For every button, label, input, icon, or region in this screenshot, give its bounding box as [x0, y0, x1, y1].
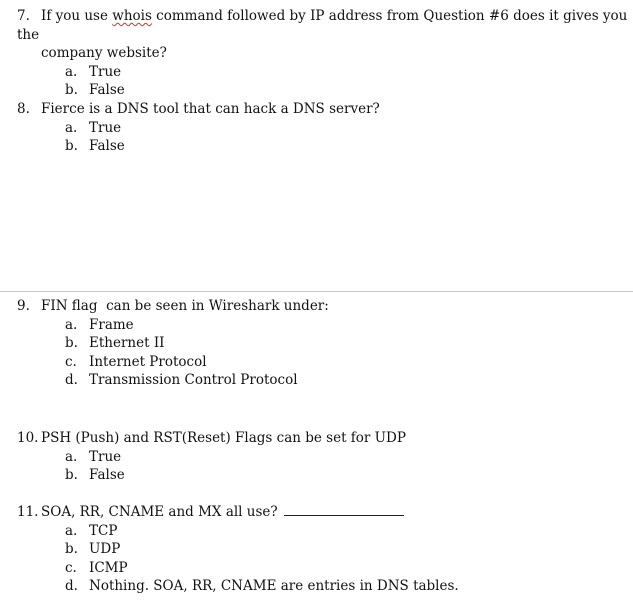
option-letter: b. — [65, 82, 78, 98]
option-b[interactable] — [17, 137, 380, 156]
question-number: 7. — [17, 8, 30, 24]
question-text: If you use whois command followed by IP address from Question #6 does it gives you the — [17, 8, 628, 43]
option-text: True — [89, 63, 122, 80]
option-text: False — [89, 82, 125, 98]
question-11-stem — [17, 503, 459, 522]
option-b[interactable] — [17, 334, 329, 353]
question-7 — [17, 7, 633, 100]
option-text: Internet Protocol — [89, 353, 207, 370]
question-8 — [17, 100, 380, 156]
question-text: PSH (Push) and RST(Reset) Flags can be set for UDP — [41, 430, 406, 446]
option-text: UDP — [89, 541, 121, 557]
question-text-line2: company website? — [41, 45, 167, 61]
option-letter: a. — [65, 316, 78, 333]
option-letter: b. — [65, 541, 78, 557]
question-9-stem — [17, 297, 329, 316]
option-text: ICMP — [89, 559, 128, 576]
option-letter: d. — [65, 372, 78, 388]
option-a[interactable] — [17, 316, 329, 335]
option-letter: b. — [65, 335, 78, 351]
option-d[interactable] — [17, 577, 459, 596]
option-letter: a. — [65, 522, 78, 539]
page-break-divider — [0, 291, 633, 292]
option-a[interactable] — [17, 119, 380, 138]
question-9 — [17, 297, 329, 390]
option-list — [17, 448, 406, 485]
question-text: Fierce is a DNS tool that can hack a DNS server? — [41, 101, 380, 117]
spellcheck-flagged-word: whois — [112, 8, 152, 24]
answer-blank-line[interactable] — [284, 503, 404, 516]
question-text: SOA, RR, CNAME and MX all use? — [41, 504, 278, 520]
option-c[interactable] — [17, 559, 459, 578]
option-text: True — [89, 448, 122, 465]
option-a[interactable] — [17, 448, 406, 467]
option-text: Nothing. SOA, RR, CNAME are entries in DNS tables. — [89, 578, 459, 594]
question-11 — [17, 503, 459, 596]
question-text: FIN flag can be seen in Wireshark under: — [41, 298, 329, 314]
option-a[interactable] — [17, 522, 459, 541]
option-text: Ethernet II — [89, 335, 165, 351]
option-b[interactable] — [17, 540, 459, 559]
question-number: 9. — [17, 298, 30, 314]
option-letter: c. — [65, 353, 77, 370]
option-letter: c. — [65, 559, 77, 576]
option-text: True — [89, 119, 122, 136]
question-number: 8. — [17, 101, 30, 117]
question-number: 11. — [17, 504, 39, 520]
option-b[interactable] — [17, 81, 633, 100]
option-c[interactable] — [17, 353, 329, 372]
option-list — [17, 63, 633, 100]
question-8-stem — [17, 100, 380, 119]
option-text: TCP — [89, 522, 118, 539]
option-text: False — [89, 467, 125, 483]
question-10-stem — [17, 429, 406, 448]
option-letter: a. — [65, 63, 78, 80]
option-text: Transmission Control Protocol — [89, 372, 298, 388]
option-letter: b. — [65, 467, 78, 483]
question-7-stem — [17, 7, 633, 44]
option-b[interactable] — [17, 466, 406, 485]
option-list — [17, 316, 329, 390]
option-a[interactable] — [17, 63, 633, 82]
option-list — [17, 119, 380, 156]
option-letter: a. — [65, 119, 78, 136]
option-text: False — [89, 138, 125, 154]
question-number: 10. — [17, 430, 39, 446]
option-text: Frame — [89, 316, 134, 333]
option-letter: d. — [65, 578, 78, 594]
option-letter: b. — [65, 138, 78, 154]
option-d[interactable] — [17, 371, 329, 390]
option-list — [17, 522, 459, 596]
question-10 — [17, 429, 406, 485]
option-letter: a. — [65, 448, 78, 465]
